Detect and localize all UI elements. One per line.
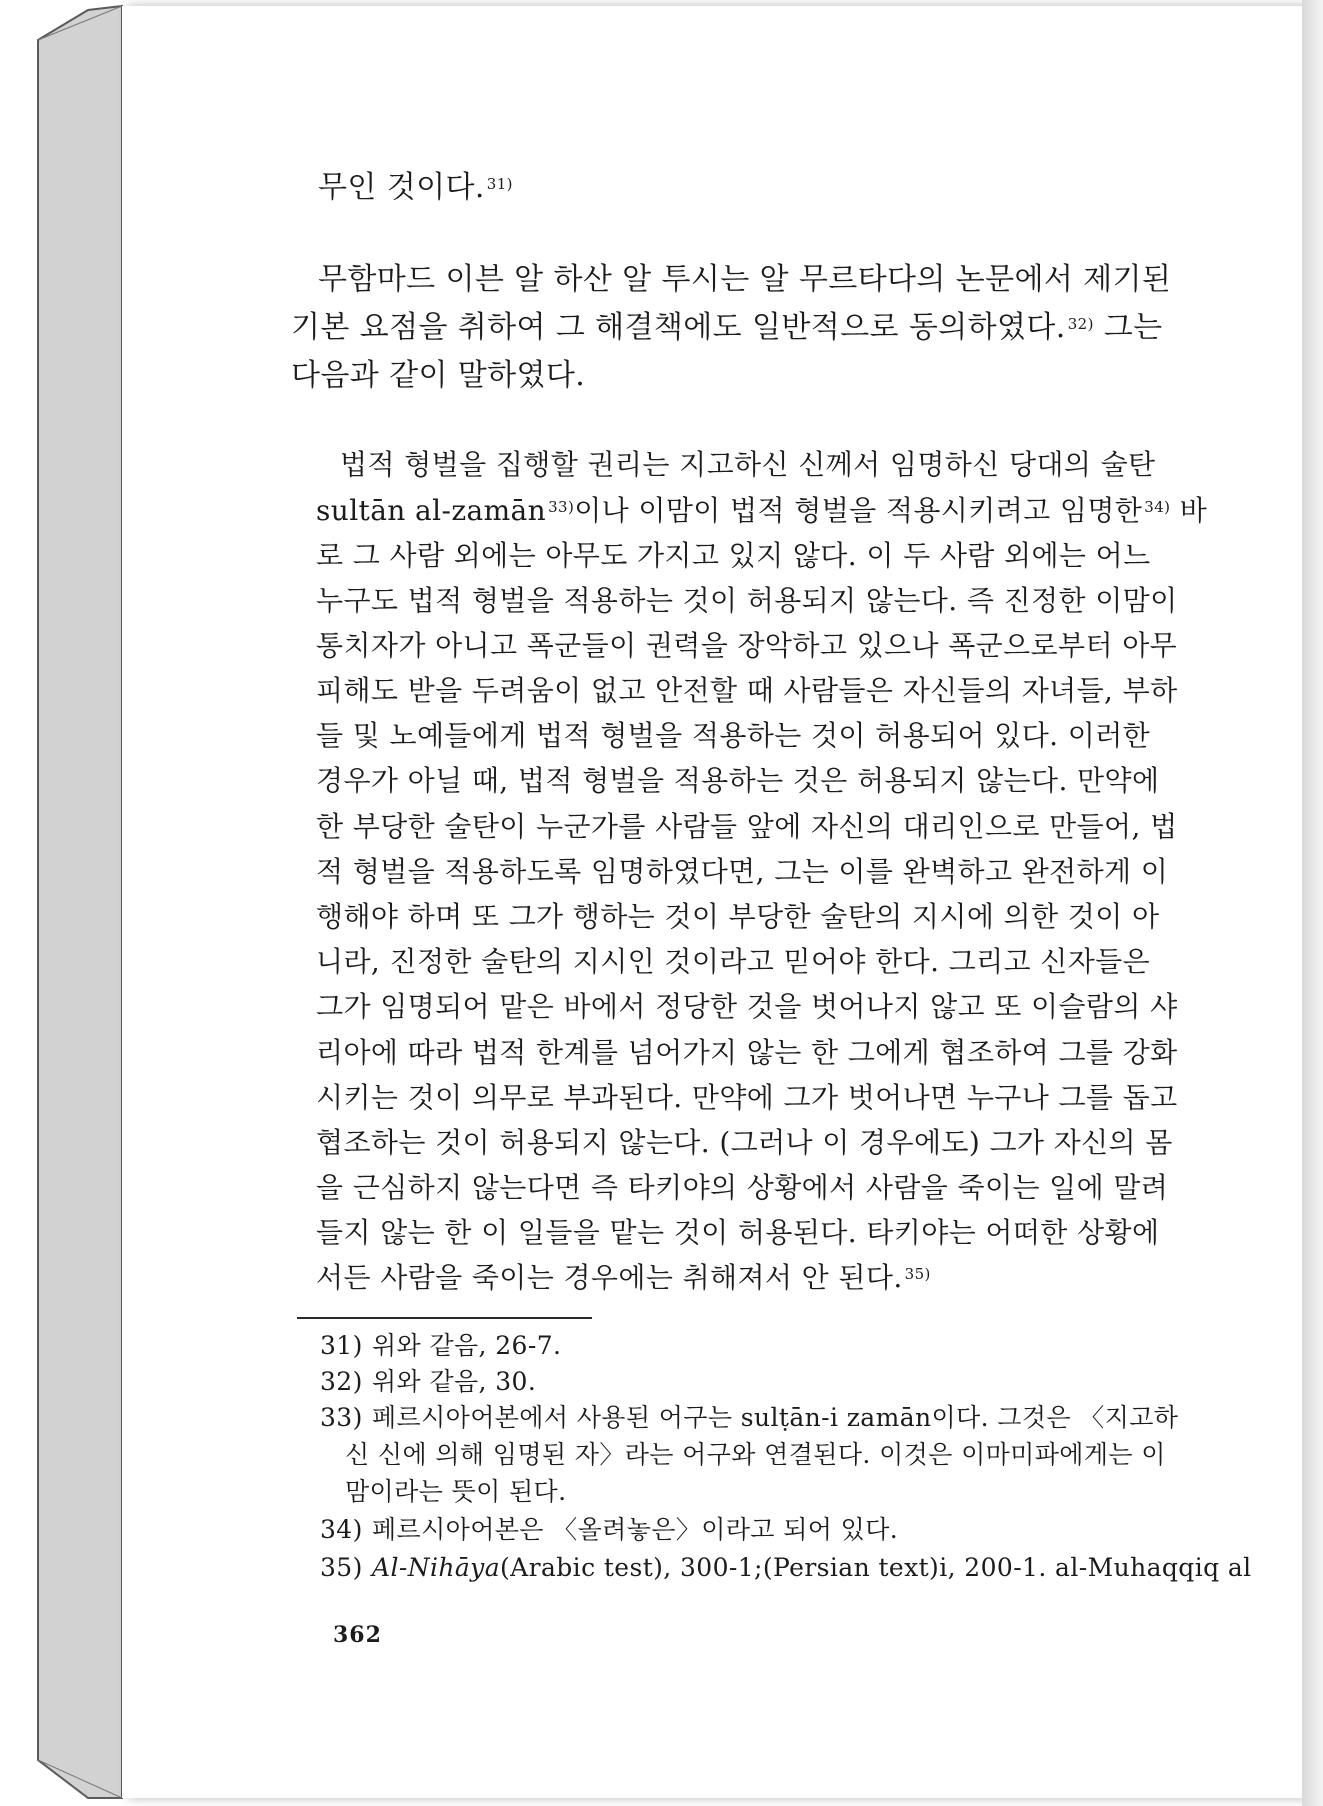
- quote-line: [316, 763, 1159, 799]
- footnote: [320, 1364, 536, 1400]
- footnote-ref: 32): [1067, 315, 1094, 333]
- quote-line: [316, 1260, 931, 1296]
- paragraph-text: 무함마드 이븐 알 하산 알 투시는 알 무르타다의 논문에서 제기된: [318, 262, 1172, 297]
- book-spine: [0, 0, 125, 1806]
- quote-text: 이나 이맘이 법적 형벌을 적용시키려고 임명한: [574, 494, 1143, 527]
- quote-line: [316, 1080, 1178, 1116]
- paragraph-text: 기본 요점을 취하여 그 해결책에도 일반적으로 동의하였다.: [291, 310, 1066, 345]
- quote-line: [316, 493, 1207, 529]
- footnote-number: 34): [320, 1515, 363, 1544]
- footnote-separator: [297, 1317, 592, 1319]
- quote-text: 누구도 법적 형벌을 적용하는 것이 허용되지 않는다. 즉 진정한 이맘이: [316, 584, 1178, 617]
- quote-line: [316, 1215, 1159, 1251]
- quote-text: 적 형벌을 적용하도록 임명하였다면, 그는 이를 완벽하고 완전하게 이: [316, 855, 1169, 888]
- footnote-text: 위와 같음, 26-7.: [372, 1331, 562, 1360]
- quote-line: [316, 854, 1168, 890]
- quote-text: 피해도 받을 두려움이 없고 안전할 때 사람들은 자신들의 자녀들, 부하: [316, 674, 1178, 707]
- footnote-ref: 35): [904, 1265, 931, 1283]
- paragraph-line: [291, 310, 1163, 346]
- footnote-continuation: [345, 1437, 1166, 1473]
- footnote-number: 32): [320, 1367, 363, 1396]
- quote-text: 통치자가 아니고 폭군들이 권력을 장악하고 있으나 폭군으로부터 아무: [316, 629, 1178, 662]
- quote-text: 서든 사람을 죽이는 경우에는 취해져서 안 된다.: [316, 1261, 903, 1294]
- quote-line: [316, 673, 1178, 709]
- quote-text: sultān al-zamān: [316, 494, 547, 527]
- footnote-text: 위와 같음, 30.: [372, 1367, 537, 1396]
- footnote-italic-title: Al-Nihāya: [372, 1553, 501, 1582]
- footnote-number: 33): [320, 1403, 363, 1432]
- footnote-number: 31): [320, 1331, 363, 1360]
- footnote-text: 맘이라는 뜻이 된다.: [345, 1477, 567, 1506]
- footnote-text: 페르시아어본은 〈올려놓은〉이라고 되어 있다.: [372, 1515, 899, 1544]
- quote-line: [316, 809, 1178, 845]
- quote-text: 리아에 따라 법적 한계를 넘어가지 않는 한 그에게 협조하여 그를 강화: [316, 1036, 1178, 1069]
- quote-text: 들 및 노예들에게 법적 형벌을 적용하는 것이 허용되어 있다. 이러한: [316, 719, 1151, 752]
- footnote: [320, 1512, 898, 1548]
- quote-text: 그가 임명되어 맡은 바에서 정당한 것을 벗어나지 않고 또 이슬람의 샤: [316, 990, 1178, 1023]
- quote-line: [316, 899, 1159, 935]
- quote-text: 시키는 것이 의무로 부과된다. 만약에 그가 벗어나면 누구나 그를 돕고: [316, 1081, 1178, 1114]
- quote-line: [316, 718, 1150, 754]
- quote-line: [316, 1170, 1168, 1206]
- quote-text: 법적 형벌을 집행할 권리는 지고하신 신께서 임명하신 당대의 술탄: [340, 448, 1156, 481]
- quote-text: 로 그 사람 외에는 아무도 가지고 있지 않다. 이 두 사람 외에는 어느: [316, 539, 1151, 572]
- quote-line: [316, 1035, 1178, 1071]
- quote-line: [316, 1125, 1173, 1161]
- quote-line: [316, 989, 1178, 1025]
- footnote-ref: 33): [548, 498, 575, 516]
- intro-line: [318, 170, 513, 206]
- footnote-ref: 31): [486, 175, 513, 193]
- footnote-continuation: [345, 1474, 566, 1510]
- intro-text: 무인 것이다.: [318, 170, 485, 205]
- paragraph-line: [318, 262, 1171, 298]
- paragraph-line: [291, 358, 585, 394]
- quote-line: [316, 944, 1150, 980]
- quote-line: [340, 447, 1156, 483]
- footnote-text: 신 신에 의해 임명된 자〉라는 어구와 연결된다. 이것은 이마미파에게는 이: [345, 1440, 1166, 1469]
- quote-text: 협조하는 것이 허용되지 않는다. (그러나 이 경우에도) 그가 자신의 몸: [316, 1126, 1173, 1159]
- footnote: [320, 1328, 561, 1364]
- quote-line: [316, 583, 1178, 619]
- paragraph-text: 그는: [1093, 310, 1163, 345]
- quote-text: 바: [1170, 494, 1208, 527]
- page-number: 362: [333, 1622, 382, 1648]
- paragraph-text: 다음과 같이 말하였다.: [291, 358, 586, 393]
- quote-text: 행해야 하며 또 그가 행하는 것이 부당한 술탄의 지시에 의한 것이 아: [316, 900, 1160, 933]
- quote-text: 들지 않는 한 이 일들을 맡는 것이 허용된다. 타키야는 어떠한 상황에: [316, 1216, 1160, 1249]
- quote-text: 니라, 진정한 술탄의 지시인 것이라고 믿어야 한다. 그리고 신자들은: [316, 945, 1151, 978]
- footnote-number: 35): [320, 1553, 363, 1582]
- footnote: [320, 1550, 1252, 1586]
- quote-line: [316, 538, 1151, 574]
- page-edge-shadow: [1302, 0, 1323, 1806]
- quote-text: 경우가 아닐 때, 법적 형벌을 적용하는 것은 허용되지 않는다. 만약에: [316, 764, 1160, 797]
- footnote: [320, 1400, 1178, 1436]
- quote-text: 한 부당한 술탄이 누군가를 사람들 앞에 자신의 대리인으로 만들어, 법: [316, 810, 1178, 843]
- quote-text: 을 근심하지 않는다면 즉 타키야의 상황에서 사람을 죽이는 일에 말려: [316, 1171, 1169, 1204]
- quote-line: [316, 628, 1177, 664]
- footnote-text: (Arabic test), 300-1;(Persian text)i, 200-1. al-Muhaqqiq al: [500, 1553, 1252, 1582]
- footnote-ref: 34): [1144, 498, 1171, 516]
- footnote-text: 페르시아어본에서 사용된 어구는 sulṭān-i zamān이다. 그것은 〈지고하: [372, 1403, 1179, 1432]
